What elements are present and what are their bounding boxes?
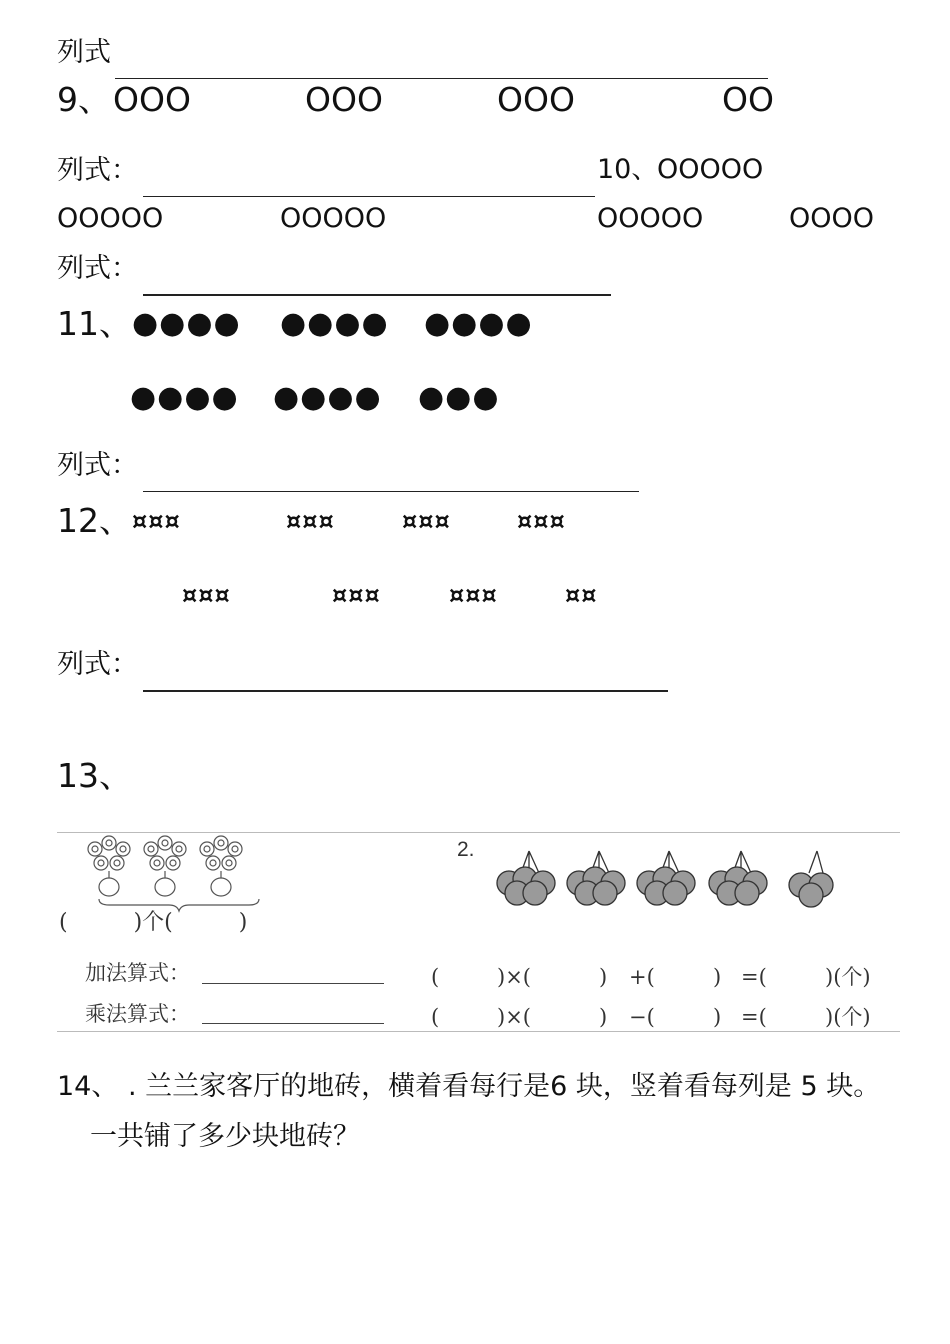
q9-group: OOO [497,80,575,119]
q12-answer-line[interactable] [143,690,668,692]
q13-eq2-close: ) [599,1005,608,1029]
q11-dot-group: ●●●● [132,306,241,341]
q13-mul-label: 乘法算式： [85,1002,190,1026]
q9-group: OOO [113,80,191,119]
q10-number: 10、 [597,154,659,185]
q13-eq1-close: ) [599,965,608,989]
q13-eq2-equals: =( [741,1005,767,1029]
q10-answer-line[interactable] [143,294,611,296]
q13-eq2-close2: ) [713,1005,722,1029]
q12-number: 12、 [57,501,132,540]
q13-mul-answer-line[interactable] [202,1023,384,1024]
q13-add-label: 加法算式： [85,961,190,985]
q11-dot-group: ●●● [418,380,500,415]
q10-group: OOOOO [280,203,387,234]
q14-number: 14、 [57,1071,119,1102]
q13-eq1-unit: )(个) [825,965,871,989]
q12-symbol-group: ¤¤ [565,581,598,609]
q8-answer-line[interactable] [115,78,768,79]
q9-group: OOO [305,80,383,119]
q12-symbol-group: ¤¤¤ [286,507,335,535]
q12-symbol-group: ¤¤¤ [517,507,566,535]
q10-group: OOOOO [597,203,704,234]
cherries-illustration [493,847,853,909]
q14-text-line2: 一共铺了多少块地砖？ [90,1121,360,1152]
q9-group: OO [722,80,774,119]
q11-number: 11、 [57,304,132,343]
q12-symbol-group: ¤¤¤ [332,581,381,609]
q13-count-blanks: ( )个( ) [59,910,248,935]
q10-group: OOOO [789,203,875,234]
q10-group: OOOOO [57,203,164,234]
q13-eq1-equals: =( [741,965,767,989]
q13-eq2-open: ( [431,1005,440,1029]
q13-eq1-open: ( [431,965,440,989]
q9-answer-line[interactable] [143,196,595,197]
q12-symbol-group: ¤¤¤ [182,581,231,609]
q12-symbol-group: ¤¤¤ [402,507,451,535]
q8-formula-label: 列式 [57,37,111,68]
q12-symbol-group: ¤¤¤ [132,507,181,535]
q13-eq2-unit: )(个) [825,1005,871,1029]
q13-eq1-close2: ) [713,965,722,989]
q13-eq1-times: )×( [497,965,531,989]
flower-vases-illustration [77,835,277,915]
q12-formula-label: 列式： [57,649,138,680]
q11-dot-group: ●●●● [280,306,389,341]
q11-dot-group: ●●●● [273,380,382,415]
q9-formula-label: 列式： [57,155,138,186]
q13-picture-panel [57,832,900,1032]
q9-number: 9、 [57,80,111,119]
q11-formula-label: 列式： [57,450,138,481]
q13-eq1-plus: +( [629,965,655,989]
q11-answer-line[interactable] [143,491,639,492]
q12-symbol-group: ¤¤¤ [449,581,498,609]
q10-formula-label: 列式： [57,253,138,284]
q13-add-answer-line[interactable] [202,983,384,984]
q10-group: OOOOO [657,154,764,185]
q13-eq2-times: )×( [497,1005,531,1029]
q13-eq2-minus: −( [629,1005,655,1029]
q13-number: 13、 [57,756,132,795]
q13-sub-index: 2. [457,838,475,861]
q14-text-line1: . 兰兰家客厅的地砖，横着看每行是6 块，竖着看每列是 5 块。 [128,1071,881,1102]
q11-dot-group: ●●●● [424,306,533,341]
q11-dot-group: ●●●● [130,380,239,415]
